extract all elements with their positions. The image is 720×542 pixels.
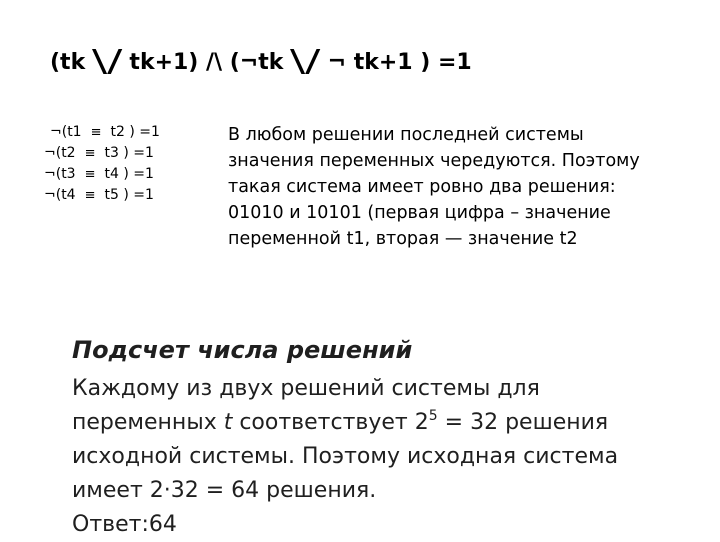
row-3-left: ¬(t3	[44, 166, 76, 182]
explanation-text	[228, 122, 698, 252]
row-3-equiv: ≡	[84, 167, 96, 182]
row-1-right: t2 ) =1	[110, 124, 160, 140]
counting-line-3: исходной системы. Поэтому исходная система	[72, 444, 619, 469]
variable-t: t	[223, 410, 233, 435]
counting-line-1: Каждому из двух решений системы для	[72, 376, 540, 401]
formula-part-1: (tk	[50, 50, 86, 75]
system-row-3	[44, 164, 160, 185]
explanation-line-5: переменной t1, вторая — значение t2	[228, 229, 578, 249]
answer-line: Ответ:64	[72, 512, 177, 537]
row-2-equiv: ≡	[84, 146, 96, 161]
counting-line-2	[72, 406, 618, 440]
system-row-2	[44, 143, 160, 164]
counting-line-4: имеет 2·32 = 64 решения.	[72, 478, 377, 503]
line-2-mid: соответствует 2	[232, 410, 429, 435]
line-2-pre: переменных	[72, 410, 224, 435]
row-3-right: t4 ) =1	[104, 166, 154, 182]
or-symbol-1: \/	[92, 44, 123, 79]
row-1-left: ¬(t1	[50, 124, 82, 140]
explanation-line-2: значения переменных чередуются. Поэтому	[228, 151, 640, 171]
line-2-post: = 32 решения	[437, 410, 609, 435]
row-1-equiv: ≡	[90, 125, 102, 140]
row-2-left: ¬(t2	[44, 145, 76, 161]
counting-heading: Подсчет числа решений	[72, 336, 413, 364]
row-2-right: t3 ) =1	[104, 145, 154, 161]
row-4-right: t5 ) =1	[104, 187, 154, 203]
formula-part-3: ¬ tk+1 ) =1	[327, 50, 472, 75]
counting-body	[72, 372, 618, 542]
equation-system	[44, 122, 160, 206]
row-4-equiv: ≡	[84, 188, 96, 203]
explanation-line-4: 01010 и 10101 (первая цифра – значение	[228, 203, 611, 223]
explanation-line-3: такая система имеет ровно два решения:	[228, 177, 616, 197]
main-formula	[50, 44, 472, 80]
row-4-left: ¬(t4	[44, 187, 76, 203]
explanation-line-1: В любом решении последней системы	[228, 125, 584, 145]
system-row-1	[44, 122, 160, 143]
exponent: 5	[428, 408, 438, 424]
formula-part-2: tk+1) /\ (¬tk	[129, 50, 284, 75]
system-row-4	[44, 185, 160, 206]
or-symbol-2: \/	[290, 44, 321, 79]
